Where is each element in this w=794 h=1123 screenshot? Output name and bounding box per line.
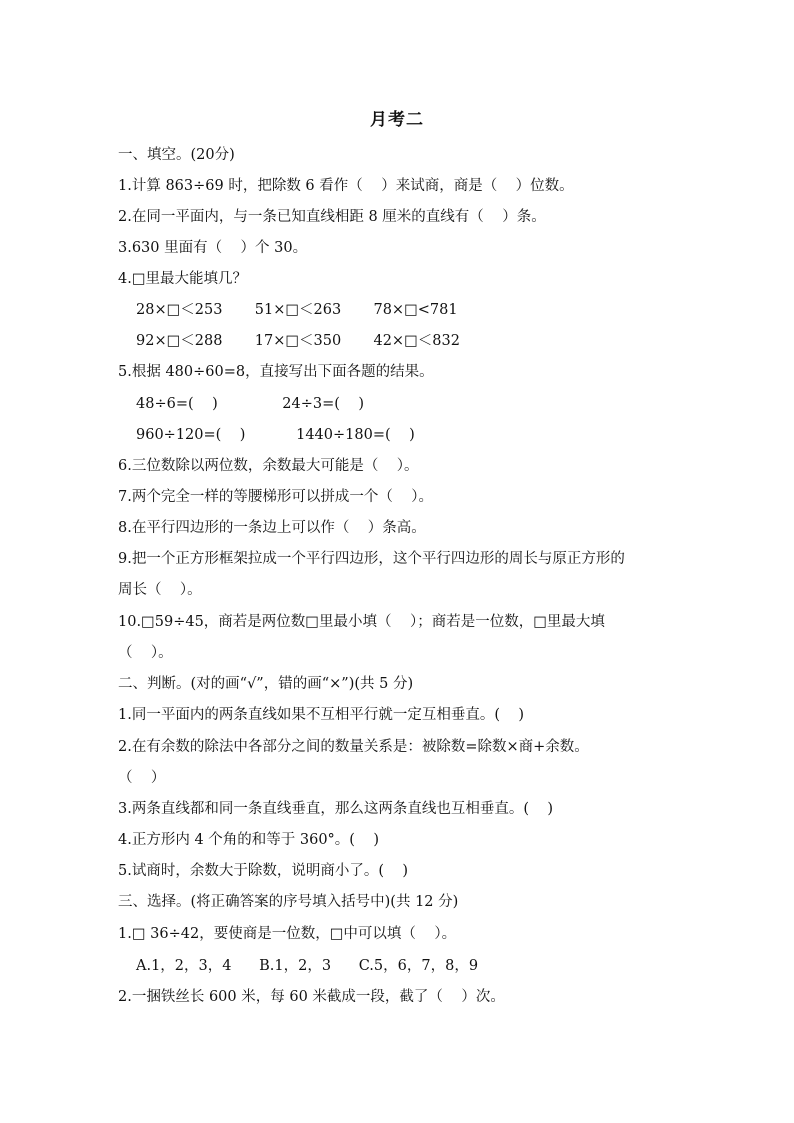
section-heading-fill-blank: 一、填空。(20分) — [118, 147, 235, 163]
question-text: 3.两条直线都和同一条直线垂直，那么这两条直线也互相垂直。( ) — [118, 801, 554, 817]
question-text: 10.□59÷45，商若是两位数□里最小填（ ）；商若是一位数，□里最大填 — [118, 614, 605, 630]
sub-question-row: 92×□＜288 17×□＜350 42×□＜832 — [136, 333, 460, 349]
answer-options: A.1，2，3，4 B.1，2，3 C.5，6，7，8，9 — [136, 958, 479, 974]
question-text: 1.同一平面内的两条直线如果不互相平行就一定互相垂直。( ) — [118, 707, 525, 723]
question-text: 9.把一个正方形框架拉成一个平行四边形，这个平行四边形的周长与原正方形的 — [118, 551, 625, 567]
section-heading-true-false: 二、判断。(对的画“√”，错的画“×”)(共 5 分) — [118, 676, 414, 692]
question-text: 7.两个完全一样的等腰梯形可以拼成一个（ ）。 — [118, 489, 434, 505]
question-text: 8.在平行四边形的一条边上可以作（ ）条高。 — [118, 520, 426, 536]
question-text: 6.三位数除以两位数，余数最大可能是（ ）。 — [118, 458, 419, 474]
question-text: 2.一捆铁丝长 600 米，每 60 米截成一段，截了（ ）次。 — [118, 989, 505, 1005]
question-text-continued: 周长（ ）。 — [118, 582, 202, 598]
question-text: 5.根据 480÷60=8，直接写出下面各题的结果。 — [118, 364, 434, 380]
sub-question-row: 28×□＜253 51×□＜263 78×□<781 — [136, 302, 458, 318]
question-text: 5.试商时，余数大于除数，说明商小了。( ) — [118, 863, 409, 879]
section-heading-multiple-choice: 三、选择。(将正确答案的序号填入括号中)(共 12 分) — [118, 894, 459, 910]
question-text-continued: （ ） — [118, 770, 166, 786]
question-text: 1.计算 863÷69 时，把除数 6 看作（ ）来试商，商是（ ）位数。 — [118, 178, 574, 194]
sub-question-row: 960÷120=( ) 1440÷180=( ) — [136, 427, 415, 443]
question-text: 2.在同一平面内，与一条已知直线相距 8 厘米的直线有（ ）条。 — [118, 209, 546, 225]
page-title: 月考二 — [370, 110, 424, 130]
question-text: 2.在有余数的除法中各部分之间的数量关系是：被除数=除数×商+余数。 — [118, 739, 589, 755]
question-text: 4.□里最大能填几？ — [118, 271, 248, 287]
question-text: 4.正方形内 4 个角的和等于 360°。( ) — [118, 832, 380, 848]
sub-question-row: 48÷6=( ) 24÷3=( ) — [136, 396, 364, 412]
question-text-continued: （ ）。 — [118, 645, 173, 661]
question-text: 3.630 里面有（ ）个 30。 — [118, 240, 308, 256]
question-text: 1.□ 36÷42，要使商是一位数，□中可以填（ ）。 — [118, 926, 457, 942]
